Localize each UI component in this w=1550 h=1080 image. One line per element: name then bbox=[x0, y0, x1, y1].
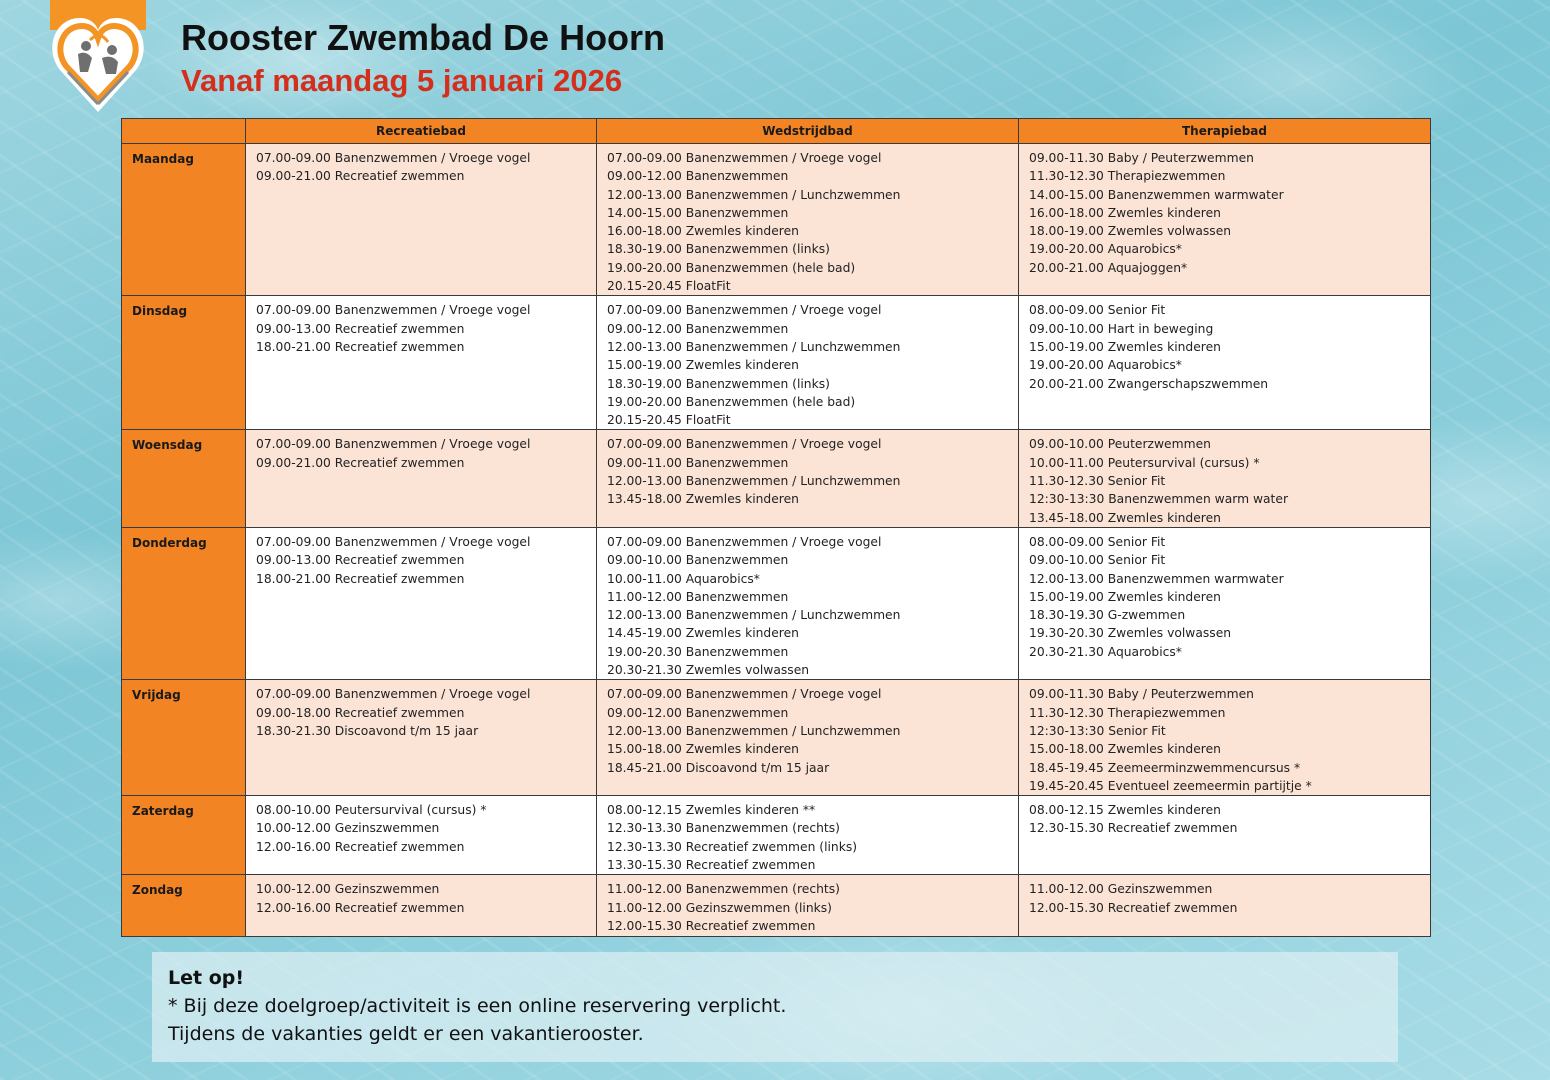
schedule-entry: 07.00-09.00 Banenzwemmen / Vroege vogel bbox=[256, 534, 531, 549]
schedule-entry: 20.30-21.30 Aquarobics* bbox=[1029, 644, 1182, 659]
schedule-entry: 18.00-21.00 Recreatief zwemmen bbox=[256, 571, 465, 586]
schedule-entry: 15.00-19.00 Zwemles kinderen bbox=[607, 358, 799, 373]
schedule-entry: 11.30-12.30 Therapiezwemmen bbox=[1029, 705, 1226, 720]
page-title: Rooster Zwembad De Hoorn bbox=[181, 17, 666, 58]
schedule-entry: 14.00-15.00 Banenzwemmen warmwater bbox=[1029, 187, 1284, 202]
schedule-entry: 13.30-15.30 Recreatief zwemmen bbox=[607, 857, 816, 872]
therapiebad-cell bbox=[1019, 296, 1431, 430]
schedule-entry: 15.00-18.00 Zwemles kinderen bbox=[607, 742, 799, 757]
schedule-entry: 11.00-12.00 Banenzwemmen bbox=[607, 589, 789, 604]
schedule-entry: 19.00-20.00 Banenzwemmen (hele bad) bbox=[607, 394, 856, 409]
schedule-entry: 13.45-18.00 Zwemles kinderen bbox=[607, 492, 799, 507]
schedule-entry: 10.00-11.00 Peutersurvival (cursus) * bbox=[1029, 455, 1260, 470]
schedule-entry: 18.00-19.00 Zwemles volwassen bbox=[1029, 224, 1232, 239]
schedule-entry: 12.00-15.30 Recreatief zwemmen bbox=[607, 918, 816, 933]
schedule-entry: 07.00-09.00 Banenzwemmen / Vroege vogel bbox=[607, 303, 882, 318]
heart-swimmer-logo-icon bbox=[50, 0, 146, 118]
schedule-entry: 19.45-20.45 Eventueel zeemeermin partijtje * bbox=[1029, 778, 1312, 793]
schedule-entry: 12.00-13.00 Banenzwemmen warmwater bbox=[1029, 571, 1284, 586]
schedule-entry: 19.00-20.00 Banenzwemmen (hele bad) bbox=[607, 260, 856, 275]
day-cell: Vrijdag bbox=[122, 680, 246, 796]
page-subtitle: Vanaf maandag 5 januari 2026 bbox=[181, 63, 623, 98]
schedule-entry: 09.00-21.00 Recreatief zwemmen bbox=[256, 169, 465, 184]
schedule-entry: 19.00-20.00 Aquarobics* bbox=[1029, 358, 1182, 373]
recreatiebad-cell bbox=[246, 796, 597, 875]
schedule-entry: 08.00-09.00 Senior Fit bbox=[1029, 534, 1166, 549]
schedule-entry: 20.15-20.45 FloatFit bbox=[607, 279, 731, 294]
table-row bbox=[122, 144, 1431, 296]
wedstrijdbad-cell bbox=[597, 796, 1019, 875]
schedule-entry: 18.30-19.00 Banenzwemmen (links) bbox=[607, 376, 830, 391]
therapiebad-cell bbox=[1019, 430, 1431, 527]
schedule-entry: 09.00-11.30 Baby / Peuterzwemmen bbox=[1029, 687, 1254, 702]
schedule-entry: 09.00-12.00 Banenzwemmen bbox=[607, 321, 789, 336]
schedule-entry: 12:30-13:30 Banenzwemmen warm water bbox=[1029, 492, 1289, 507]
schedule-entry: 11.30-12.30 Senior Fit bbox=[1029, 474, 1166, 489]
schedule-entry: 09.00-12.00 Banenzwemmen bbox=[607, 169, 789, 184]
schedule-entry: 18.30-21.30 Discoavond t/m 15 jaar bbox=[256, 723, 479, 738]
schedule-entry: 08.00-09.00 Senior Fit bbox=[1029, 303, 1166, 318]
table-row bbox=[122, 875, 1431, 937]
day-cell: Zaterdag bbox=[122, 796, 246, 875]
schedule-entry: 12.00-13.00 Banenzwemmen / Lunchzwemmen bbox=[607, 187, 901, 202]
schedule-entry: 10.00-11.00 Aquarobics* bbox=[607, 571, 760, 586]
schedule-entry: 07.00-09.00 Banenzwemmen / Vroege vogel bbox=[607, 151, 882, 165]
schedule-entry: 19.00-20.00 Aquarobics* bbox=[1029, 242, 1182, 257]
therapiebad-cell bbox=[1019, 875, 1431, 937]
schedule-entry: 07.00-09.00 Banenzwemmen / Vroege vogel bbox=[607, 534, 882, 549]
note-line-reservation: * Bij deze doelgroep/activiteit is een online reservering verplicht. bbox=[168, 995, 787, 1017]
schedule-entry: 09.00-11.30 Baby / Peuterzwemmen bbox=[1029, 151, 1254, 165]
schedule-entry: 09.00-21.00 Recreatief zwemmen bbox=[256, 455, 465, 470]
schedule-entry: 12.30-13.30 Recreatief zwemmen (links) bbox=[607, 839, 858, 854]
schedule-entry: 12.00-16.00 Recreatief zwemmen bbox=[256, 839, 465, 854]
schedule-entry: 11.00-12.00 Banenzwemmen (rechts) bbox=[607, 882, 840, 897]
schedule-entry: 16.00-18.00 Zwemles kinderen bbox=[1029, 205, 1221, 220]
recreatiebad-cell bbox=[246, 680, 597, 796]
day-cell: Dinsdag bbox=[122, 296, 246, 430]
day-cell: Donderdag bbox=[122, 527, 246, 679]
wedstrijdbad-cell bbox=[597, 430, 1019, 527]
table-row bbox=[122, 796, 1431, 875]
table-header-row bbox=[122, 119, 1431, 144]
schedule-entry: 19.30-20.30 Zwemles volwassen bbox=[1029, 626, 1232, 641]
schedule-entry: 09.00-10.00 Peuterzwemmen bbox=[1029, 437, 1211, 452]
schedule-entry: 07.00-09.00 Banenzwemmen / Vroege vogel bbox=[256, 303, 531, 318]
schedule-entry: 12:30-13:30 Senior Fit bbox=[1029, 723, 1166, 738]
table-row bbox=[122, 680, 1431, 796]
schedule-entry: 09.00-11.00 Banenzwemmen bbox=[607, 455, 789, 470]
schedule-entry: 18.30-19.30 G-zwemmen bbox=[1029, 608, 1186, 623]
schedule-entry: 18.45-21.00 Discoavond t/m 15 jaar bbox=[607, 760, 830, 775]
schedule-entry: 14.45-19.00 Zwemles kinderen bbox=[607, 626, 799, 641]
schedule-entry: 13.45-18.00 Zwemles kinderen bbox=[1029, 510, 1221, 525]
schedule-entry: 07.00-09.00 Banenzwemmen / Vroege vogel bbox=[256, 437, 531, 452]
schedule-entry: 12.00-13.00 Banenzwemmen / Lunchzwemmen bbox=[607, 474, 901, 489]
schedule-entry: 07.00-09.00 Banenzwemmen / Vroege vogel bbox=[256, 151, 531, 165]
schedule-entry: 10.00-12.00 Gezinszwemmen bbox=[256, 882, 440, 897]
schedule-entry: 09.00-13.00 Recreatief zwemmen bbox=[256, 553, 465, 568]
schedule-entry: 14.00-15.00 Banenzwemmen bbox=[607, 205, 789, 220]
schedule-entry: 11.30-12.30 Therapiezwemmen bbox=[1029, 169, 1226, 184]
schedule-entry: 12.30-15.30 Recreatief zwemmen bbox=[1029, 821, 1238, 836]
recreatiebad-cell bbox=[246, 430, 597, 527]
wedstrijdbad-cell bbox=[597, 144, 1019, 296]
wedstrijdbad-cell bbox=[597, 527, 1019, 679]
schedule-entry: 15.00-19.00 Zwemles kinderen bbox=[1029, 339, 1221, 354]
column-header-recreatiebad: Recreatiebad bbox=[246, 119, 597, 144]
day-cell: Maandag bbox=[122, 144, 246, 296]
recreatiebad-cell bbox=[246, 875, 597, 937]
schedule-entry: 12.00-13.00 Banenzwemmen / Lunchzwemmen bbox=[607, 608, 901, 623]
schedule-entry: 20.00-21.00 Zwangerschapszwemmen bbox=[1029, 376, 1269, 391]
column-header-wedstrijdbad: Wedstrijdbad bbox=[597, 119, 1019, 144]
note-heading: Let op! bbox=[168, 967, 245, 989]
schedule-entry: 12.30-13.30 Banenzwemmen (rechts) bbox=[607, 821, 840, 836]
recreatiebad-cell bbox=[246, 296, 597, 430]
schedule-entry: 18.45-19.45 Zeemeerminzwemmencursus * bbox=[1029, 760, 1301, 775]
wedstrijdbad-cell bbox=[597, 680, 1019, 796]
table-row bbox=[122, 430, 1431, 527]
schedule-entry: 10.00-12.00 Gezinszwemmen bbox=[256, 821, 440, 836]
schedule-entry: 09.00-10.00 Banenzwemmen bbox=[607, 553, 789, 568]
schedule-entry: 09.00-13.00 Recreatief zwemmen bbox=[256, 321, 465, 336]
table-row bbox=[122, 527, 1431, 679]
schedule-entry: 19.00-20.30 Banenzwemmen bbox=[607, 644, 789, 659]
schedule-entry: 20.30-21.30 Zwemles volwassen bbox=[607, 663, 810, 678]
schedule-entry: 09.00-12.00 Banenzwemmen bbox=[607, 705, 789, 720]
table-row bbox=[122, 296, 1431, 430]
schedule-entry: 07.00-09.00 Banenzwemmen / Vroege vogel bbox=[607, 437, 882, 452]
schedule-entry: 08.00-12.15 Zwemles kinderen bbox=[1029, 803, 1221, 818]
schedule-entry: 07.00-09.00 Banenzwemmen / Vroege vogel bbox=[607, 687, 882, 702]
schedule-entry: 12.00-13.00 Banenzwemmen / Lunchzwemmen bbox=[607, 723, 901, 738]
schedule-entry: 09.00-10.00 Hart in beweging bbox=[1029, 321, 1214, 336]
note-box bbox=[152, 952, 1398, 1062]
schedule-entry: 12.00-15.30 Recreatief zwemmen bbox=[1029, 900, 1238, 915]
schedule-entry: 20.00-21.00 Aquajoggen* bbox=[1029, 260, 1188, 275]
schedule-entry: 11.00-12.00 Gezinszwemmen (links) bbox=[607, 900, 832, 915]
recreatiebad-cell bbox=[246, 527, 597, 679]
therapiebad-cell bbox=[1019, 527, 1431, 679]
schedule-entry: 20.15-20.45 FloatFit bbox=[607, 413, 731, 428]
schedule-entry: 08.00-12.15 Zwemles kinderen ** bbox=[607, 803, 816, 818]
therapiebad-cell bbox=[1019, 796, 1431, 875]
day-cell: Woensdag bbox=[122, 430, 246, 527]
schedule-entry: 09.00-10.00 Senior Fit bbox=[1029, 553, 1166, 568]
schedule-entry: 18.30-19.00 Banenzwemmen (links) bbox=[607, 242, 830, 257]
day-cell: Zondag bbox=[122, 875, 246, 937]
schedule-entry: 18.00-21.00 Recreatief zwemmen bbox=[256, 339, 465, 354]
schedule-entry: 15.00-18.00 Zwemles kinderen bbox=[1029, 742, 1221, 757]
schedule-entry: 12.00-13.00 Banenzwemmen / Lunchzwemmen bbox=[607, 339, 901, 354]
note-line-holiday: Tijdens de vakanties geldt er een vakantierooster. bbox=[168, 1023, 644, 1045]
schedule-entry: 16.00-18.00 Zwemles kinderen bbox=[607, 224, 799, 239]
column-header-therapiebad: Therapiebad bbox=[1019, 119, 1431, 144]
wedstrijdbad-cell bbox=[597, 296, 1019, 430]
schedule-entry: 07.00-09.00 Banenzwemmen / Vroege vogel bbox=[256, 687, 531, 702]
wedstrijdbad-cell bbox=[597, 875, 1019, 937]
therapiebad-cell bbox=[1019, 144, 1431, 296]
recreatiebad-cell bbox=[246, 144, 597, 296]
schedule-entry: 09.00-18.00 Recreatief zwemmen bbox=[256, 705, 465, 720]
schedule-table bbox=[121, 118, 1431, 937]
column-header-day bbox=[122, 119, 246, 144]
schedule-entry: 15.00-19.00 Zwemles kinderen bbox=[1029, 589, 1221, 604]
schedule-entry: 12.00-16.00 Recreatief zwemmen bbox=[256, 900, 465, 915]
schedule-entry: 08.00-10.00 Peutersurvival (cursus) * bbox=[256, 803, 487, 818]
schedule-entry: 11.00-12.00 Gezinszwemmen bbox=[1029, 882, 1213, 897]
therapiebad-cell bbox=[1019, 680, 1431, 796]
